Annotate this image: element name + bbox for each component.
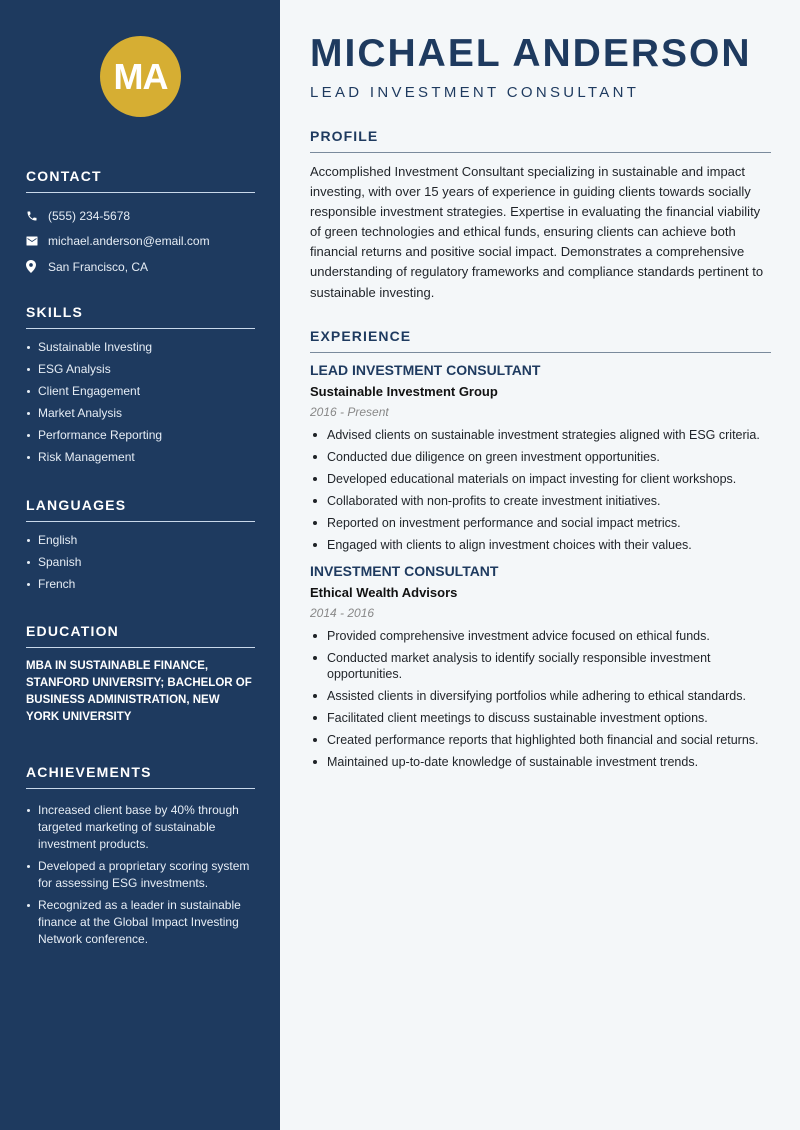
job-bullet: Facilitated client meetings to discuss sustainable investment options.	[310, 710, 771, 726]
education-section	[26, 623, 255, 726]
job-bullet: Reported on investment performance and social impact metrics.	[310, 515, 771, 531]
skill-item: Sustainable Investing	[26, 339, 255, 356]
job-title: LEAD INVESTMENT CONSULTANT	[310, 362, 541, 378]
skill-item: ESG Analysis	[26, 361, 255, 378]
job-bullet: Created performance reports that highlighted both financial and social returns.	[310, 732, 771, 748]
job-dates: 2014 - 2016	[310, 606, 375, 620]
achievement-item: Recognized as a leader in sustainable finance at the Global Impact Investing Network conference.	[26, 897, 255, 948]
candidate-name: MICHAEL ANDERSON	[310, 32, 752, 75]
email-text[interactable]: michael.anderson@email.com	[48, 234, 210, 249]
job-bullet: Conducted market analysis to identify socially responsible investment opportunities.	[310, 650, 771, 682]
achievement-item: Increased client base by 40% through targeted marketing of sustainable investment products.	[26, 802, 255, 853]
language-item: French	[26, 576, 255, 593]
phone-text[interactable]: (555) 234-5678	[48, 208, 131, 223]
job-bullet: Collaborated with non-profits to create investment initiatives.	[310, 493, 771, 509]
contact-email	[26, 229, 255, 255]
language-item: English	[26, 532, 255, 549]
skills-section	[26, 304, 255, 471]
education-text: MBA IN SUSTAINABLE FINANCE, STANFORD UNIVERSITY; BACHELOR OF BUSINESS ADMINISTRATION, NEW YORK UNIVERSITY	[26, 660, 252, 723]
achievements-list	[26, 802, 255, 948]
candidate-title: LEAD INVESTMENT CONSULTANT	[310, 84, 640, 101]
email-icon	[26, 236, 48, 246]
language-item: Spanish	[26, 554, 255, 571]
location-text: San Francisco, CA	[48, 259, 149, 274]
experience-heading: EXPERIENCE	[310, 328, 771, 353]
job-bullet: Engaged with clients to align investment choices with their values.	[310, 537, 771, 553]
job-bullets	[310, 628, 771, 770]
job-entry	[310, 362, 771, 553]
job-bullet: Assisted clients in diversifying portfolios while adhering to ethical standards.	[310, 688, 771, 704]
contact-location	[26, 254, 255, 280]
avatar-initials: MA	[113, 55, 168, 97]
company-name: Sustainable Investment Group	[310, 384, 498, 399]
job-dates: 2016 - Present	[310, 405, 389, 419]
job-entry	[310, 563, 771, 770]
job-title: INVESTMENT CONSULTANT	[310, 563, 499, 579]
achievement-item: Developed a proprietary scoring system for assessing ESG investments.	[26, 858, 255, 892]
job-bullets	[310, 427, 771, 553]
profile-heading: PROFILE	[310, 128, 771, 153]
skills-heading: SKILLS	[26, 304, 255, 329]
skill-item: Performance Reporting	[26, 427, 255, 444]
avatar	[100, 36, 181, 117]
sidebar	[0, 0, 280, 1130]
achievements-section	[26, 764, 255, 953]
location-pin-icon	[26, 260, 48, 273]
profile-text: Accomplished Investment Consultant specializing in sustainable and impact investing, with over 15 years of experience in guiding clients towards socially responsible investment strategies. Expertise in evaluating the financial viability of green technologies and ethical funds, ensuring clients can achieve both financial returns and positive social impact. Demonstrates a comprehensive understanding of regulatory frameworks and compliance standards pertinent to sustainable investing.	[310, 164, 764, 300]
company-name: Ethical Wealth Advisors	[310, 585, 458, 600]
job-bullet: Advised clients on sustainable investment strategies aligned with ESG criteria.	[310, 427, 771, 443]
phone-icon	[26, 210, 48, 222]
job-bullet: Conducted due diligence on green investment opportunities.	[310, 449, 771, 465]
languages-section	[26, 497, 255, 598]
education-heading: EDUCATION	[26, 623, 255, 648]
skill-item: Market Analysis	[26, 405, 255, 422]
skills-list	[26, 339, 255, 466]
experience-section	[310, 328, 771, 776]
skill-item: Risk Management	[26, 449, 255, 466]
job-bullet: Maintained up-to-date knowledge of sustainable investment trends.	[310, 754, 771, 770]
contact-heading: CONTACT	[26, 168, 255, 193]
contact-section	[26, 168, 255, 280]
languages-list	[26, 532, 255, 593]
job-bullet: Developed educational materials on impact investing for client workshops.	[310, 471, 771, 487]
languages-heading: LANGUAGES	[26, 497, 255, 522]
achievements-heading: ACHIEVEMENTS	[26, 764, 255, 789]
skill-item: Client Engagement	[26, 383, 255, 400]
profile-section	[310, 128, 771, 303]
contact-phone	[26, 203, 255, 229]
job-bullet: Provided comprehensive investment advice focused on ethical funds.	[310, 628, 771, 644]
